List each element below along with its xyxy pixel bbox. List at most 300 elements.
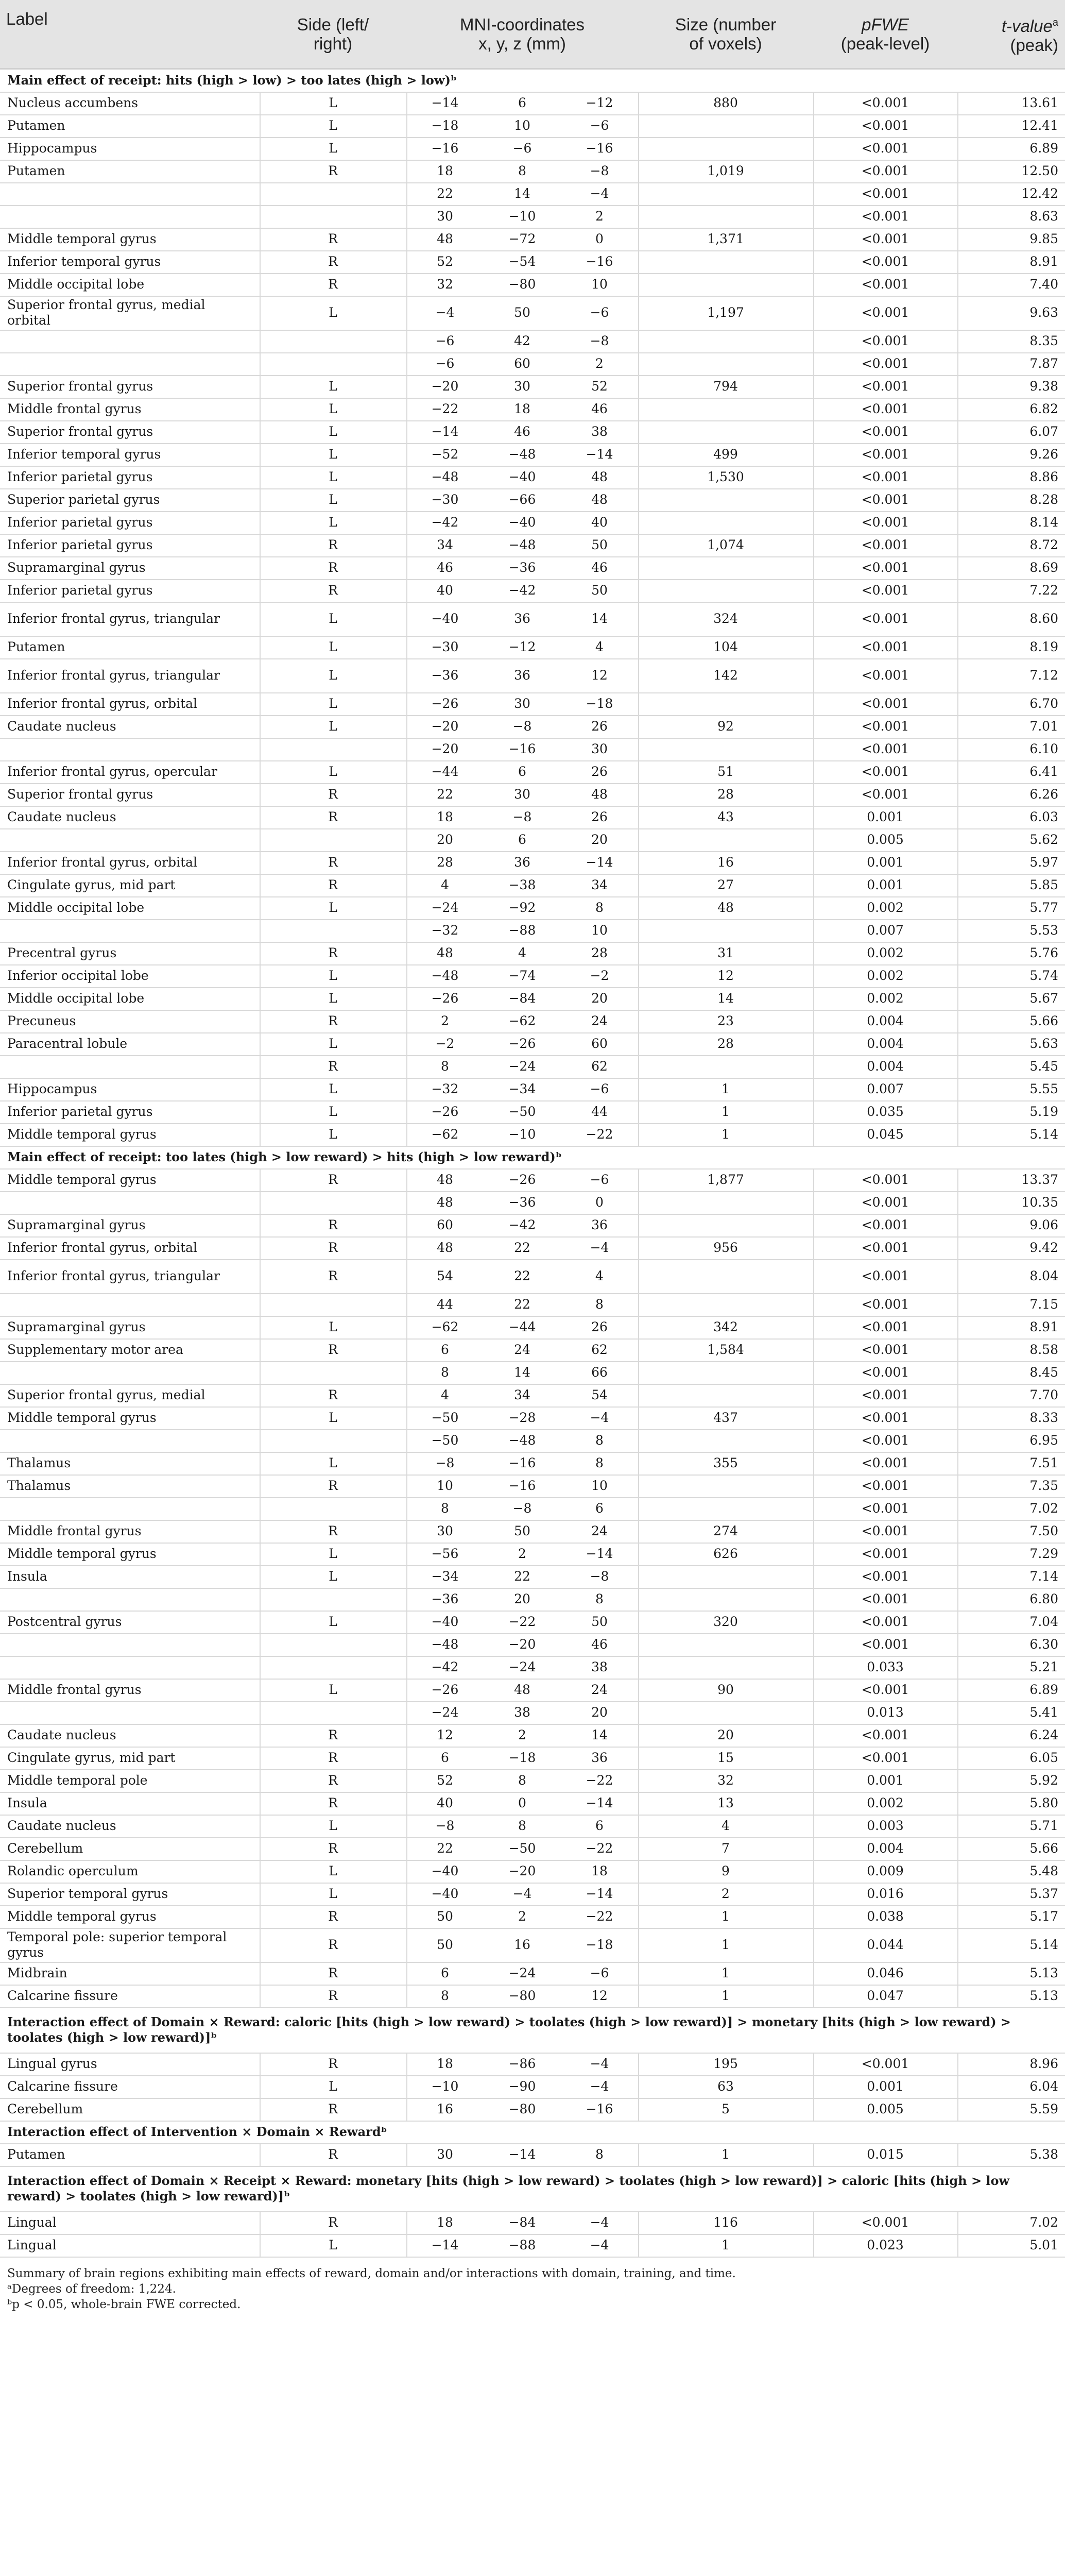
table-row <box>0 1055 1065 1079</box>
cell-t: 7.12 <box>1029 668 1058 683</box>
cell-y: 22 <box>514 1297 530 1312</box>
cell-p: <0.001 <box>861 186 909 201</box>
cell-y: 24 <box>514 1342 530 1357</box>
cell-y: −48 <box>508 447 536 462</box>
cell-size <box>638 182 813 205</box>
cell-t: 5.66 <box>1029 1841 1058 1856</box>
cell-label: Middle temporal gyrus <box>7 1172 157 1187</box>
cell-side: R <box>328 2102 338 2116</box>
cell-p: 0.016 <box>867 1886 904 1901</box>
cell-y: 6 <box>518 832 526 847</box>
cell-label: Superior frontal gyrus <box>7 787 153 802</box>
cell-p: <0.001 <box>861 277 909 292</box>
cell-z: 6 <box>595 1818 604 1833</box>
cell-size <box>638 828 813 851</box>
cell-t: 8.28 <box>1029 492 1058 507</box>
cell-size: 9 <box>722 1863 730 1878</box>
cell-x: 6 <box>441 1965 449 1980</box>
cell-y: 6 <box>518 764 526 779</box>
cell-label: Rolandic operculum <box>7 1863 139 1878</box>
cell-label: Putamen <box>7 2147 65 2162</box>
cell-p: <0.001 <box>861 333 909 348</box>
cell-label: Inferior frontal gyrus, orbital <box>7 696 198 711</box>
cell-t: 8.14 <box>1029 515 1058 530</box>
cell-x: 12 <box>437 1727 453 1742</box>
cell-z: 46 <box>591 1637 608 1652</box>
cell-p: 0.002 <box>867 900 904 915</box>
cell-t: 6.70 <box>1029 696 1058 711</box>
cell-t: 7.35 <box>1029 1478 1058 1493</box>
cell-size <box>638 1588 813 1611</box>
cell-t: 8.45 <box>1029 1365 1058 1380</box>
cell-t: 5.13 <box>1029 1988 1058 2003</box>
table-row <box>0 987 1065 1011</box>
cell-size: 1 <box>722 2147 730 2162</box>
cell-side: R <box>328 945 338 960</box>
cell-side: R <box>328 1013 338 1028</box>
cell-side: R <box>328 537 338 552</box>
cell-label: Inferior frontal gyrus, triangular <box>7 1268 220 1283</box>
cell-x: −14 <box>431 424 459 439</box>
cell-t: 5.19 <box>1029 1104 1058 1119</box>
cell-y: 36 <box>514 611 530 626</box>
section-header-row <box>0 1146 1065 1170</box>
cell-t: 7.29 <box>1029 1546 1058 1561</box>
table-row <box>0 511 1065 535</box>
cell-t: 7.87 <box>1029 356 1058 371</box>
cell-z: 40 <box>591 515 608 530</box>
header-mni-line1: MNI-coordinates <box>459 15 585 34</box>
cell-size: 1,074 <box>707 537 744 552</box>
cell-label: Middle frontal gyrus <box>7 1682 142 1697</box>
cell-side <box>260 919 406 942</box>
cell-z: 12 <box>591 1988 608 2003</box>
cell-t: 8.35 <box>1029 333 1058 348</box>
table-row <box>0 1520 1065 1544</box>
table-row <box>0 1010 1065 1033</box>
cell-size: 92 <box>717 719 734 734</box>
cell-x: −44 <box>431 764 459 779</box>
cell-label: Lingual <box>7 2238 57 2252</box>
table-row <box>0 1236 1065 1260</box>
cell-side: L <box>329 2079 337 2094</box>
cell-y: 4 <box>518 945 526 960</box>
cell-t: 5.92 <box>1029 1773 1058 1788</box>
footnote-a: ᵃDegrees of freedom: 1,224. <box>7 2282 176 2296</box>
table-row <box>0 602 1065 637</box>
cell-t: 9.85 <box>1029 231 1058 246</box>
cell-p: <0.001 <box>861 611 909 626</box>
cell-label: Nucleus accumbens <box>7 95 139 110</box>
cell-y: −16 <box>508 1455 536 1470</box>
cell-side: R <box>328 2147 338 2162</box>
cell-t: 8.60 <box>1029 611 1058 626</box>
cell-p: <0.001 <box>861 1727 909 1742</box>
cell-x: −36 <box>431 1591 459 1606</box>
cell-y: −8 <box>512 1501 532 1516</box>
cell-z: 24 <box>591 1523 608 1538</box>
cell-label: Putamen <box>7 118 65 133</box>
cell-p: <0.001 <box>861 1455 909 1470</box>
cell-x: 34 <box>437 537 453 552</box>
cell-y: −8 <box>512 719 532 734</box>
cell-z: 26 <box>591 719 608 734</box>
cell-z: 66 <box>591 1365 608 1380</box>
cell-label: Lingual <box>7 2215 57 2230</box>
cell-x: 60 <box>437 1217 453 1232</box>
cell-side: R <box>328 560 338 575</box>
cell-size: 274 <box>713 1523 738 1538</box>
cell-x: 48 <box>437 1172 453 1187</box>
cell-z: −14 <box>586 1546 613 1561</box>
cell-p: <0.001 <box>861 1297 909 1312</box>
cell-label: Superior frontal gyrus <box>7 424 153 439</box>
cell-x: 32 <box>437 277 453 292</box>
cell-size: 142 <box>713 668 738 683</box>
cell-label: Middle temporal pole <box>7 1773 148 1788</box>
cell-size: 16 <box>717 855 734 870</box>
cell-label: Lingual gyrus <box>7 2056 97 2071</box>
cell-z: −6 <box>590 1081 609 1096</box>
cell-label: Supramarginal gyrus <box>7 560 146 575</box>
cell-x: 10 <box>437 1478 453 1493</box>
cell-x: 30 <box>437 2147 453 2162</box>
cell-p: 0.002 <box>867 968 904 983</box>
cell-z: 26 <box>591 764 608 779</box>
cell-side <box>260 352 406 375</box>
table-row <box>0 1860 1065 1884</box>
cell-side: L <box>329 764 337 779</box>
cell-p: 0.004 <box>867 1013 904 1028</box>
cell-label: Middle occipital lobe <box>7 991 145 1006</box>
header-mni-line2: x, y, z (mm) <box>478 34 566 53</box>
cell-x: −20 <box>431 719 459 734</box>
cell-label: Midbrain <box>7 1965 67 1980</box>
cell-t: 7.02 <box>1029 2215 1058 2230</box>
cell-x: −42 <box>431 1659 459 1674</box>
cell-side: L <box>329 1818 337 1833</box>
cell-t: 5.45 <box>1029 1059 1058 1074</box>
cell-x: −36 <box>431 668 459 683</box>
cell-p: <0.001 <box>861 356 909 371</box>
cell-x: −26 <box>431 1682 459 1697</box>
cell-label: Calcarine fissure <box>7 1988 118 2003</box>
cell-t: 5.14 <box>1029 1127 1058 1142</box>
cell-t: 7.51 <box>1029 1455 1058 1470</box>
cell-p: 0.015 <box>867 2147 904 2162</box>
cell-p: 0.004 <box>867 1059 904 1074</box>
cell-y: 14 <box>514 1365 530 1380</box>
cell-z: 38 <box>591 1659 608 1674</box>
cell-y: −22 <box>508 1614 536 1629</box>
cell-size <box>638 114 813 137</box>
cell-side: L <box>329 118 337 133</box>
cell-y: −80 <box>508 277 536 292</box>
cell-side: R <box>328 1937 338 1952</box>
header-mni <box>406 0 638 68</box>
cell-x: −40 <box>431 611 459 626</box>
cell-x: −48 <box>431 1637 459 1652</box>
table-row <box>0 1543 1065 1566</box>
cell-size: 104 <box>713 639 738 654</box>
cell-side: L <box>329 1319 337 1334</box>
cell-z: 48 <box>591 492 608 507</box>
cell-p: <0.001 <box>861 95 909 110</box>
cell-z: −6 <box>590 1965 609 1980</box>
cell-x: −48 <box>431 469 459 484</box>
cell-z: −12 <box>586 95 613 110</box>
cell-p: 0.004 <box>867 1036 904 1051</box>
cell-y: 60 <box>514 356 530 371</box>
cell-y: −72 <box>508 231 536 246</box>
cell-x: 18 <box>437 2056 453 2071</box>
cell-label: Putamen <box>7 163 65 178</box>
cell-size <box>638 137 813 160</box>
table-row <box>0 2234 1065 2258</box>
cell-side: L <box>329 639 337 654</box>
cell-side <box>260 205 406 228</box>
cell-side: L <box>329 1886 337 1901</box>
table-row <box>0 1338 1065 1362</box>
cell-y: −50 <box>508 1104 536 1119</box>
cell-label <box>7 1633 252 1656</box>
cell-size: 15 <box>717 1750 734 1765</box>
cell-z: 36 <box>591 1217 608 1232</box>
table-row <box>0 1769 1065 1793</box>
cell-p: <0.001 <box>861 1501 909 1516</box>
cell-size <box>638 330 813 352</box>
cell-y: −40 <box>508 469 536 484</box>
cell-side: R <box>328 1965 338 1980</box>
cell-label: Thalamus <box>7 1478 71 1493</box>
cell-y: −48 <box>508 1433 536 1448</box>
cell-label: Superior frontal gyrus <box>7 379 153 394</box>
cell-size: 880 <box>713 95 738 110</box>
cell-t: 5.62 <box>1029 832 1058 847</box>
cell-side: R <box>328 809 338 824</box>
cell-z: 4 <box>595 1268 604 1283</box>
cell-p: <0.001 <box>861 1387 909 1402</box>
table-row <box>0 942 1065 965</box>
cell-p: <0.001 <box>861 1682 909 1697</box>
cell-p: 0.004 <box>867 1841 904 1856</box>
cell-y: 22 <box>514 1569 530 1584</box>
cell-size: 14 <box>717 991 734 1006</box>
cell-size: 23 <box>717 1013 734 1028</box>
cell-t: 6.41 <box>1029 764 1058 779</box>
cell-x: −4 <box>435 305 455 320</box>
cell-x: 52 <box>437 254 453 269</box>
cell-t: 9.63 <box>1029 305 1058 320</box>
cell-label <box>7 1293 252 1316</box>
cell-label <box>7 330 252 352</box>
cell-z: 54 <box>591 1387 608 1402</box>
cell-y: 30 <box>514 787 530 802</box>
cell-p: 0.001 <box>867 1773 904 1788</box>
cell-size <box>638 579 813 602</box>
cell-label: Middle temporal gyrus <box>7 1909 157 1924</box>
cell-x: −50 <box>431 1410 459 1425</box>
footnote-b: ᵇp < 0.05, whole-brain FWE corrected. <box>7 2298 241 2311</box>
cell-z: 62 <box>591 1059 608 1074</box>
cell-label: Inferior parietal gyrus <box>7 537 153 552</box>
cell-size <box>638 1497 813 1520</box>
cell-size: 31 <box>717 945 734 960</box>
cell-x: −30 <box>431 639 459 654</box>
cell-y: −6 <box>512 141 532 156</box>
table-row <box>0 783 1065 807</box>
cell-y: 36 <box>514 855 530 870</box>
cell-z: 10 <box>591 277 608 292</box>
section-title: Interaction effect of Domain × Receipt × Reward: monetary [hits (high > low reward) > toolates (high > low reward)] > caloric [hits (high > low reward) > toolates (high > low reward)]ᵇ <box>7 2173 1010 2204</box>
cell-x: 8 <box>441 1365 449 1380</box>
header-pfwe-line1: pFWE <box>862 15 909 34</box>
cell-side <box>260 330 406 352</box>
cell-label <box>7 1429 252 1452</box>
cell-t: 6.26 <box>1029 787 1058 802</box>
cell-x: −26 <box>431 991 459 1006</box>
cell-z: 48 <box>591 787 608 802</box>
cell-side <box>260 738 406 760</box>
cell-p: <0.001 <box>861 537 909 552</box>
cell-y: −4 <box>512 1886 532 1901</box>
cell-z: 6 <box>595 1501 604 1516</box>
table-row <box>0 375 1065 399</box>
cell-z: 0 <box>595 231 604 246</box>
cell-side: R <box>328 855 338 870</box>
cell-p: <0.001 <box>861 668 909 683</box>
cell-p: 0.001 <box>867 855 904 870</box>
cell-side: L <box>329 968 337 983</box>
table-row <box>0 964 1065 988</box>
cell-y: −42 <box>508 583 536 598</box>
section-header-row <box>0 69 1065 93</box>
cell-t: 5.74 <box>1029 968 1058 983</box>
cell-size: 48 <box>717 900 734 915</box>
cell-y: −16 <box>508 1478 536 1493</box>
cell-z: 2 <box>595 356 604 371</box>
cell-z: 48 <box>591 469 608 484</box>
cell-x: −10 <box>431 2079 459 2094</box>
cell-size: 1,584 <box>707 1342 744 1357</box>
cell-x: 2 <box>441 1013 449 1028</box>
table-row <box>0 2211 1065 2235</box>
cell-side: L <box>329 1614 337 1629</box>
table-row <box>0 250 1065 274</box>
table-row <box>0 1168 1065 1192</box>
cell-size: 20 <box>717 1727 734 1742</box>
cell-x: 46 <box>437 560 453 575</box>
cell-label: Middle occipital lobe <box>7 900 145 915</box>
cell-side: R <box>328 1172 338 1187</box>
cell-p: <0.001 <box>861 1342 909 1357</box>
cell-z: −22 <box>586 1909 613 1924</box>
table-row <box>0 1452 1065 1476</box>
cell-label: Precentral gyrus <box>7 945 117 960</box>
cell-z: −8 <box>590 163 609 178</box>
cell-z: −4 <box>590 2215 609 2230</box>
cell-y: 6 <box>518 95 526 110</box>
cell-y: 46 <box>514 424 530 439</box>
table-row <box>0 1032 1065 1056</box>
cell-p: <0.001 <box>861 639 909 654</box>
table-row <box>0 1123 1065 1147</box>
cell-y: −24 <box>508 1659 536 1674</box>
cell-label <box>7 352 252 375</box>
section-title: Interaction effect of Domain × Reward: caloric [hits (high > low reward) > toolates (high > low reward)] > monetary [hits (high > low reward) > toolates (high > low reward)]ᵇ <box>7 2014 1011 2045</box>
cell-size: 2 <box>722 1886 730 1901</box>
table-row <box>0 1384 1065 1408</box>
cell-x: −24 <box>431 900 459 915</box>
cell-z: −14 <box>586 1795 613 1810</box>
table-row <box>0 1588 1065 1612</box>
cell-p: 0.046 <box>867 1965 904 1980</box>
cell-z: −4 <box>590 2238 609 2252</box>
cell-side: R <box>328 1523 338 1538</box>
table-row <box>0 874 1065 897</box>
cell-side <box>260 1293 406 1316</box>
table-row <box>0 1259 1065 1294</box>
cell-t: 13.37 <box>1021 1172 1058 1187</box>
cell-x: 4 <box>441 877 449 892</box>
cell-p: 0.044 <box>867 1937 904 1952</box>
cell-side: R <box>328 254 338 269</box>
table-row <box>0 1724 1065 1748</box>
cell-size <box>638 1565 813 1588</box>
cell-z: 18 <box>591 1863 608 1878</box>
cell-side: L <box>329 141 337 156</box>
cell-y: −84 <box>508 991 536 1006</box>
cell-side: R <box>328 231 338 246</box>
table-row <box>0 1565 1065 1589</box>
cell-z: −4 <box>590 1410 609 1425</box>
cell-p: <0.001 <box>861 1433 909 1448</box>
cell-y: −10 <box>508 1127 536 1142</box>
cell-y: −66 <box>508 492 536 507</box>
cell-size <box>638 420 813 443</box>
cell-x: 50 <box>437 1937 453 1952</box>
cell-x: 40 <box>437 583 453 598</box>
cell-side: R <box>328 1750 338 1765</box>
cell-z: 0 <box>595 1195 604 1210</box>
cell-z: 20 <box>591 1705 608 1720</box>
cell-side <box>260 182 406 205</box>
table-row <box>0 1837 1065 1861</box>
cell-z: −22 <box>586 1841 613 1856</box>
cell-label: Inferior frontal gyrus, orbital <box>7 855 198 870</box>
cell-label: Middle occipital lobe <box>7 277 145 292</box>
cell-y: −12 <box>508 639 536 654</box>
cell-t: 10.35 <box>1021 1195 1058 1210</box>
cell-t: 5.97 <box>1029 855 1058 870</box>
cell-t: 5.85 <box>1029 877 1058 892</box>
table-row <box>0 1316 1065 1340</box>
cell-size: 1 <box>722 1965 730 1980</box>
cell-t: 7.02 <box>1029 1501 1058 1516</box>
cell-z: 60 <box>591 1036 608 1051</box>
cell-side: L <box>329 611 337 626</box>
cell-label: Cingulate gyrus, mid part <box>7 1750 176 1765</box>
cell-x: 28 <box>437 855 453 870</box>
cell-size: 116 <box>713 2215 738 2230</box>
cell-z: 20 <box>591 991 608 1006</box>
cell-p: <0.001 <box>861 1319 909 1334</box>
cell-y: −44 <box>508 1319 536 1334</box>
cell-size: 355 <box>713 1455 738 1470</box>
cell-t: 6.07 <box>1029 424 1058 439</box>
cell-p: <0.001 <box>861 1546 909 1561</box>
cell-label: Superior temporal gyrus <box>7 1886 168 1901</box>
